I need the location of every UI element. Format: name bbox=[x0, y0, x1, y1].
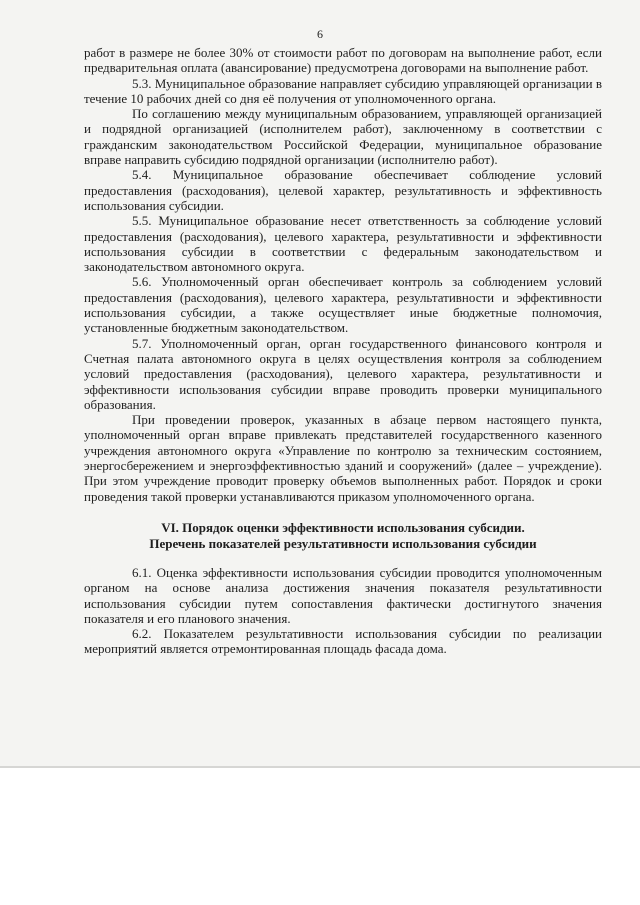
page-number: 6 bbox=[317, 27, 323, 41]
document-body bbox=[84, 45, 602, 657]
section-6-heading bbox=[84, 520, 602, 552]
paragraph-5-6: 5.6. Уполномоченный орган обеспечивает контроль за соблюдением условий предоставления (расходования), целевого характера, результативности и эффективности использования субсидии, а также осуществляет иные бюджетные полномочия, установленные бюджетным законодательством. bbox=[84, 274, 602, 336]
page-edge bbox=[0, 766, 640, 768]
paragraph-continuation: работ в размере не более 30% от стоимости работ по договорам на выполнение работ, если предварительная оплата (авансирование) предусмотрена договорами на выполнение работ. bbox=[84, 45, 602, 76]
section-6-heading-line-2: Перечень показателей результативности использования субсидии bbox=[149, 535, 537, 551]
paragraph-5-4: 5.4. Муниципальное образование обеспечивает соблюдение условий предоставления (расходования), целевой характер, результативность и эффективность использования субсидии. bbox=[84, 167, 602, 213]
paragraph-agreement: По соглашению между муниципальным образованием, управляющей организацией и подрядной организацией (исполнителем работ), заключенному в соответствии с гражданским законодательством Российской Федерации, муниципальное образование вправе направить субсидию подрядной организации (исполнителю работ). bbox=[84, 106, 602, 168]
paragraph-6-1: 6.1. Оценка эффективности использования субсидии проводится уполномоченным органом на основе анализа достижения значения показателя результативности использования субсидии путем сопоставления фактически достигнутого значения показателя и его планового значения. bbox=[84, 564, 602, 626]
paragraph-5-5: 5.5. Муниципальное образование несет ответственность за соблюдение условий предоставления (расходования), целевого характера, результативности и эффективности использования субсидии в соответствии с федеральным законодательством и законодательством автономного округа. bbox=[84, 213, 602, 275]
paragraph-inspections: При проведении проверок, указанных в абзаце первом настоящего пункта, уполномоченный орган вправе привлекать представителей государственного казенного учреждения автономного округа «Управление по контролю за техническим состоянием, энергосбережением и энергоэффективностью зданий и сооружений» (далее – учреждение). При этом учреждение проводит проверку объемов выполненных работ. Порядок и сроки проведения такой проверки устанавливаются приказом уполномоченного органа. bbox=[84, 412, 602, 504]
paragraph-5-3: 5.3. Муниципальное образование направляет субсидию управляющей организации в течение 10 рабочих дней со дня её получения от уполномоченного органа. bbox=[84, 75, 602, 106]
paragraph-6-2: 6.2. Показателем результативности использования субсидии по реализации мероприятий является отремонтированная площадь фасада дома. bbox=[84, 626, 602, 657]
section-6-heading-line-1: VI. Порядок оценки эффективности использования субсидии. bbox=[161, 519, 525, 535]
paragraph-5-7: 5.7. Уполномоченный орган, орган государственного финансового контроля и Счетная палата автономного округа в целях осуществления контроля за соблюдением условий предоставления (расходования), целевого характера, результативности и эффективности использования субсидии вправе проводить проверки муниципального образования. bbox=[84, 335, 602, 412]
